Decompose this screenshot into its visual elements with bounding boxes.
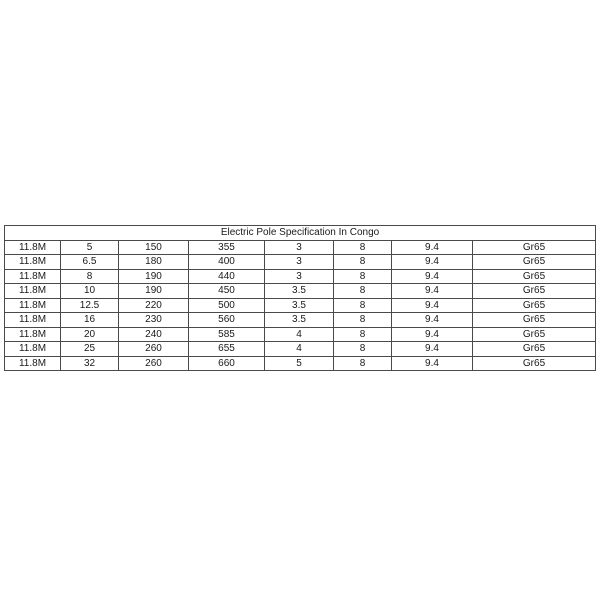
table-cell: Gr65 [473,255,596,270]
table-row [5,356,596,371]
table-cell: 560 [189,313,265,328]
table-cell: 5 [265,356,334,371]
table-cell: 400 [189,255,265,270]
table-cell: 220 [119,298,189,313]
table-cell: 12.5 [61,298,119,313]
table-cell: 190 [119,269,189,284]
table-cell: 9.4 [392,313,473,328]
table-cell: 9.4 [392,356,473,371]
table-cell: 3 [265,255,334,270]
table-cell: 585 [189,327,265,342]
table-title: Electric Pole Specification In Congo [5,226,596,241]
table-row [5,255,596,270]
table-cell: 11.8M [5,269,61,284]
table-cell: 8 [334,342,392,357]
table-cell: 10 [61,284,119,299]
table-cell: Gr65 [473,356,596,371]
table-cell: Gr65 [473,284,596,299]
table-cell: 8 [334,356,392,371]
table-cell: 11.8M [5,284,61,299]
table-cell: 25 [61,342,119,357]
table-cell: 655 [189,342,265,357]
table-cell: Gr65 [473,313,596,328]
table-cell: 260 [119,342,189,357]
table-cell: 11.8M [5,255,61,270]
table-cell: 9.4 [392,327,473,342]
table-cell: 8 [334,313,392,328]
table-cell: 11.8M [5,356,61,371]
table-cell: 190 [119,284,189,299]
table-row [5,298,596,313]
table-cell: 8 [334,298,392,313]
table-cell: 5 [61,240,119,255]
table-cell: 6.5 [61,255,119,270]
table-cell: 11.8M [5,313,61,328]
table-cell: 3.5 [265,298,334,313]
table-cell: 260 [119,356,189,371]
table-cell: 9.4 [392,255,473,270]
table-cell: 3 [265,269,334,284]
table-cell: 8 [334,240,392,255]
table-cell: 440 [189,269,265,284]
table-cell: Gr65 [473,342,596,357]
table-row [5,269,596,284]
table-cell: 3 [265,240,334,255]
table-cell: 4 [265,327,334,342]
table-cell: 3.5 [265,284,334,299]
table-cell: 150 [119,240,189,255]
table-cell: 8 [61,269,119,284]
table-cell: 11.8M [5,327,61,342]
table-cell: Gr65 [473,269,596,284]
table-cell: 660 [189,356,265,371]
table-cell: 9.4 [392,298,473,313]
table-cell: 32 [61,356,119,371]
table-cell: 355 [189,240,265,255]
table-cell: 16 [61,313,119,328]
table-cell: 4 [265,342,334,357]
table-cell: 230 [119,313,189,328]
table-cell: Gr65 [473,240,596,255]
table-cell: 9.4 [392,269,473,284]
table-cell: Gr65 [473,298,596,313]
table-row [5,342,596,357]
table-cell: 500 [189,298,265,313]
table-cell: Gr65 [473,327,596,342]
table-row [5,240,596,255]
table-cell: 11.8M [5,342,61,357]
table-body [5,226,596,371]
title-row [5,226,596,241]
table-cell: 8 [334,269,392,284]
table-row [5,327,596,342]
table-row [5,313,596,328]
spec-table [4,225,596,371]
table-cell: 8 [334,255,392,270]
table-cell: 9.4 [392,284,473,299]
table-cell: 20 [61,327,119,342]
table-cell: 240 [119,327,189,342]
table-row [5,284,596,299]
table-cell: 450 [189,284,265,299]
table-cell: 3.5 [265,313,334,328]
table-cell: 8 [334,284,392,299]
table-cell: 9.4 [392,240,473,255]
table-cell: 180 [119,255,189,270]
table-cell: 11.8M [5,240,61,255]
table-cell: 8 [334,327,392,342]
table-cell: 11.8M [5,298,61,313]
table-cell: 9.4 [392,342,473,357]
